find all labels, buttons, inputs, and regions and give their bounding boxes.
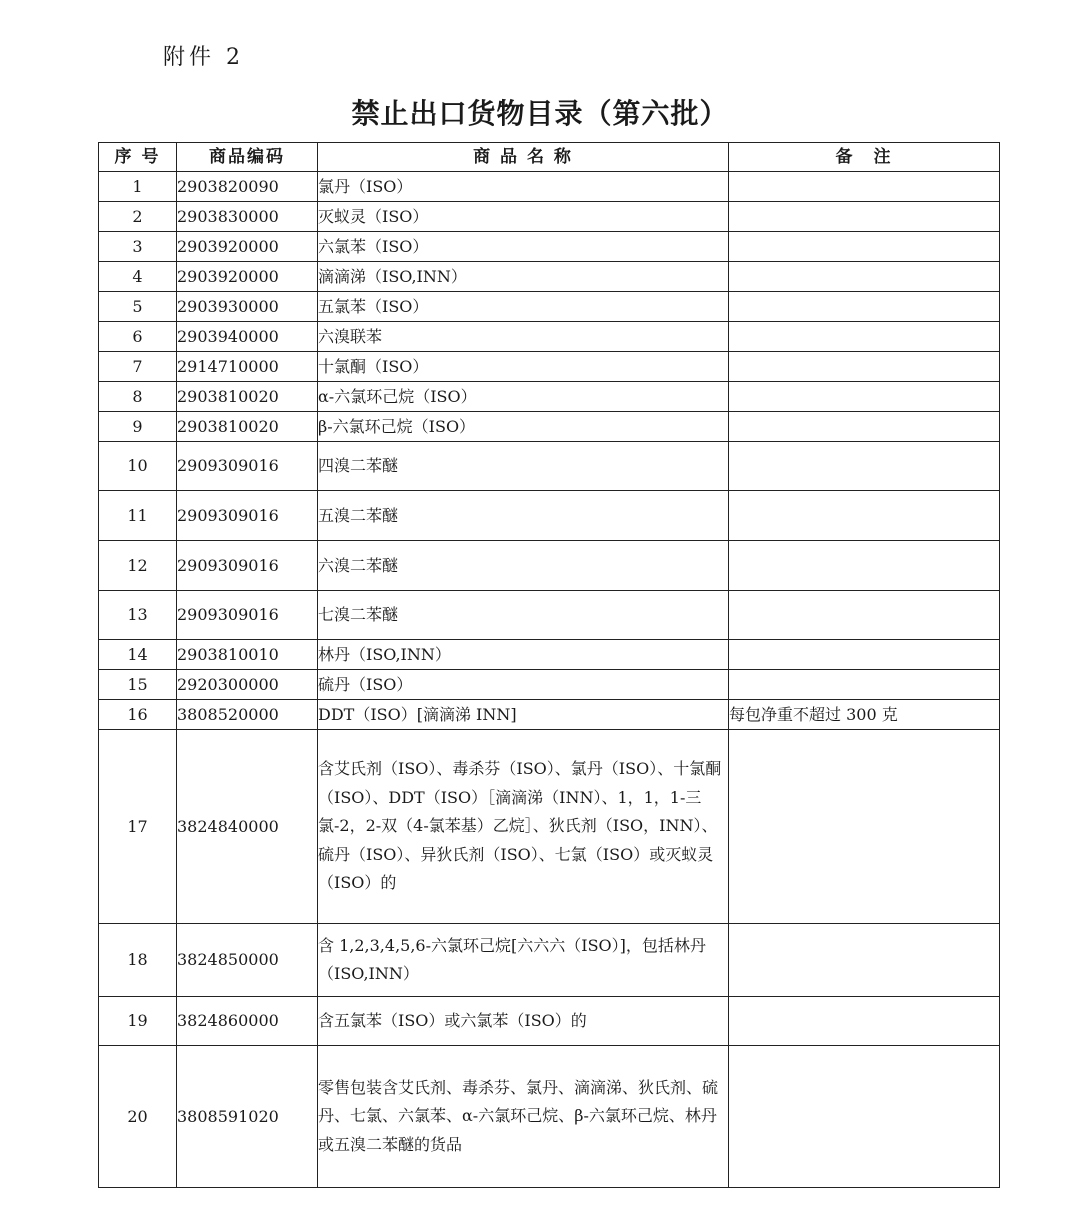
- cell-serial-number: 9: [99, 412, 177, 442]
- cell-commodity-name-text: 零售包装含艾氏剂、毒杀芬、氯丹、滴滴涕、狄氏剂、硫丹、七氯、六氯苯、α-六氯环己烷、β-六氯环己烷、林丹或五溴二苯醚的货品: [318, 1077, 719, 1154]
- cell-serial-number: 17: [99, 730, 177, 924]
- cell-serial-number: 10: [99, 442, 177, 491]
- cell-remarks: [729, 924, 1000, 997]
- cell-serial-number: 15: [99, 670, 177, 700]
- cell-serial-number: 3: [99, 232, 177, 262]
- cell-commodity-code: 2903920000: [177, 262, 318, 292]
- cell-commodity-code: 2914710000: [177, 352, 318, 382]
- table-row: [99, 670, 1000, 700]
- table-row: [99, 412, 1000, 442]
- cell-remarks: [729, 442, 1000, 491]
- cell-commodity-code: 2903820090: [177, 172, 318, 202]
- prohibited-export-goods-table: [98, 142, 1000, 1188]
- cell-remarks: [729, 292, 1000, 322]
- cell-commodity-name: [318, 924, 729, 997]
- cell-commodity-name: 含五氯苯（ISO）或六氯苯（ISO）的: [318, 997, 729, 1046]
- table-row: [99, 997, 1000, 1046]
- cell-commodity-code: 3808591020: [177, 1046, 318, 1188]
- table-row: [99, 640, 1000, 670]
- cell-remarks: [729, 591, 1000, 640]
- cell-serial-number: 14: [99, 640, 177, 670]
- cell-commodity-code: 3808520000: [177, 700, 318, 730]
- cell-commodity-code: 2920300000: [177, 670, 318, 700]
- cell-serial-number: 16: [99, 700, 177, 730]
- cell-remarks: [729, 1046, 1000, 1188]
- table-row: [99, 202, 1000, 232]
- cell-serial-number: 2: [99, 202, 177, 232]
- cell-commodity-name: 五溴二苯醚: [318, 491, 729, 541]
- table-row: [99, 352, 1000, 382]
- cell-commodity-code: 2909309016: [177, 591, 318, 640]
- cell-commodity-name-text: 含艾氏剂（ISO）、毒杀芬（ISO）、氯丹（ISO）、十氯酮（ISO）、DDT（ISO）［滴滴涕（INN）、1，1，1-三氯-2，2-双（4-氯苯基）乙烷］、狄氏剂（ISO，INN）、硫丹（ISO）、异狄氏剂（ISO）、七氯（ISO）或灭蚁灵（ISO）的: [318, 759, 722, 893]
- cell-remarks: [729, 382, 1000, 412]
- cell-commodity-name: 滴滴涕（ISO,INN）: [318, 262, 729, 292]
- table-row: [99, 700, 1000, 730]
- cell-commodity-code: 2903920000: [177, 232, 318, 262]
- cell-commodity-name: 七溴二苯醚: [318, 591, 729, 640]
- cell-remarks: [729, 640, 1000, 670]
- cell-commodity-code: 2909309016: [177, 491, 318, 541]
- cell-commodity-name: DDT（ISO）[滴滴涕 INN]: [318, 700, 729, 730]
- header-serial-number: 序 号: [99, 143, 177, 172]
- cell-serial-number: 19: [99, 997, 177, 1046]
- cell-commodity-name: 六氯苯（ISO）: [318, 232, 729, 262]
- cell-commodity-code: 2903830000: [177, 202, 318, 232]
- table-row: [99, 442, 1000, 491]
- table-row: [99, 172, 1000, 202]
- cell-serial-number: 20: [99, 1046, 177, 1188]
- cell-remarks: [729, 322, 1000, 352]
- table-row: [99, 232, 1000, 262]
- cell-commodity-code: 2903940000: [177, 322, 318, 352]
- cell-commodity-name: 十氯酮（ISO）: [318, 352, 729, 382]
- cell-commodity-name: 六溴二苯醚: [318, 541, 729, 591]
- cell-remarks: [729, 262, 1000, 292]
- cell-commodity-name: [318, 1046, 729, 1188]
- table-row: [99, 541, 1000, 591]
- cell-commodity-code: 2909309016: [177, 541, 318, 591]
- cell-commodity-code: 3824850000: [177, 924, 318, 997]
- table-header-row: [99, 143, 1000, 172]
- cell-remarks: [729, 202, 1000, 232]
- header-remarks: 备 注: [729, 143, 1000, 172]
- cell-commodity-name: 五氯苯（ISO）: [318, 292, 729, 322]
- attachment-label: 附件 2: [163, 45, 244, 70]
- cell-commodity-code: 2909309016: [177, 442, 318, 491]
- cell-commodity-code: 2903930000: [177, 292, 318, 322]
- cell-remarks: [729, 412, 1000, 442]
- cell-commodity-code: 3824840000: [177, 730, 318, 924]
- cell-remarks: [729, 670, 1000, 700]
- cell-serial-number: 4: [99, 262, 177, 292]
- cell-remarks: [729, 491, 1000, 541]
- cell-commodity-name: [318, 730, 729, 924]
- cell-commodity-name: 硫丹（ISO）: [318, 670, 729, 700]
- cell-remarks: [729, 232, 1000, 262]
- cell-commodity-name: α-六氯环己烷（ISO）: [318, 382, 729, 412]
- cell-remarks: [729, 172, 1000, 202]
- cell-remarks: 每包净重不超过 300 克: [729, 700, 1000, 730]
- cell-remarks: [729, 541, 1000, 591]
- cell-serial-number: 5: [99, 292, 177, 322]
- cell-commodity-name: β-六氯环己烷（ISO）: [318, 412, 729, 442]
- document-title: 禁止出口货物目录（第六批）: [351, 97, 729, 130]
- cell-serial-number: 18: [99, 924, 177, 997]
- table-row: [99, 382, 1000, 412]
- cell-commodity-code: 3824860000: [177, 997, 318, 1046]
- cell-serial-number: 11: [99, 491, 177, 541]
- cell-remarks: [729, 730, 1000, 924]
- table-row: [99, 322, 1000, 352]
- header-commodity-name: 商 品 名 称: [318, 143, 729, 172]
- cell-serial-number: 6: [99, 322, 177, 352]
- table-row: [99, 262, 1000, 292]
- cell-commodity-code: 2903810020: [177, 412, 318, 442]
- cell-commodity-name: 灭蚁灵（ISO）: [318, 202, 729, 232]
- cell-serial-number: 12: [99, 541, 177, 591]
- cell-serial-number: 13: [99, 591, 177, 640]
- cell-commodity-name: 林丹（ISO,INN）: [318, 640, 729, 670]
- table-row: [99, 730, 1000, 924]
- cell-remarks: [729, 352, 1000, 382]
- cell-commodity-name: 氯丹（ISO）: [318, 172, 729, 202]
- cell-commodity-code: 2903810010: [177, 640, 318, 670]
- cell-serial-number: 7: [99, 352, 177, 382]
- cell-serial-number: 8: [99, 382, 177, 412]
- table-row: [99, 1046, 1000, 1188]
- table-row: [99, 491, 1000, 541]
- table-row: [99, 292, 1000, 322]
- header-commodity-code: 商品编码: [177, 143, 318, 172]
- cell-commodity-name-text: 含 1,2,3,4,5,6-六氯环己烷[六六六（ISO）]，包括林丹（ISO,INN）: [318, 935, 706, 983]
- cell-remarks: [729, 997, 1000, 1046]
- cell-commodity-name: 四溴二苯醚: [318, 442, 729, 491]
- table-row: [99, 591, 1000, 640]
- table-row: [99, 924, 1000, 997]
- cell-commodity-name: 六溴联苯: [318, 322, 729, 352]
- cell-commodity-code: 2903810020: [177, 382, 318, 412]
- cell-serial-number: 1: [99, 172, 177, 202]
